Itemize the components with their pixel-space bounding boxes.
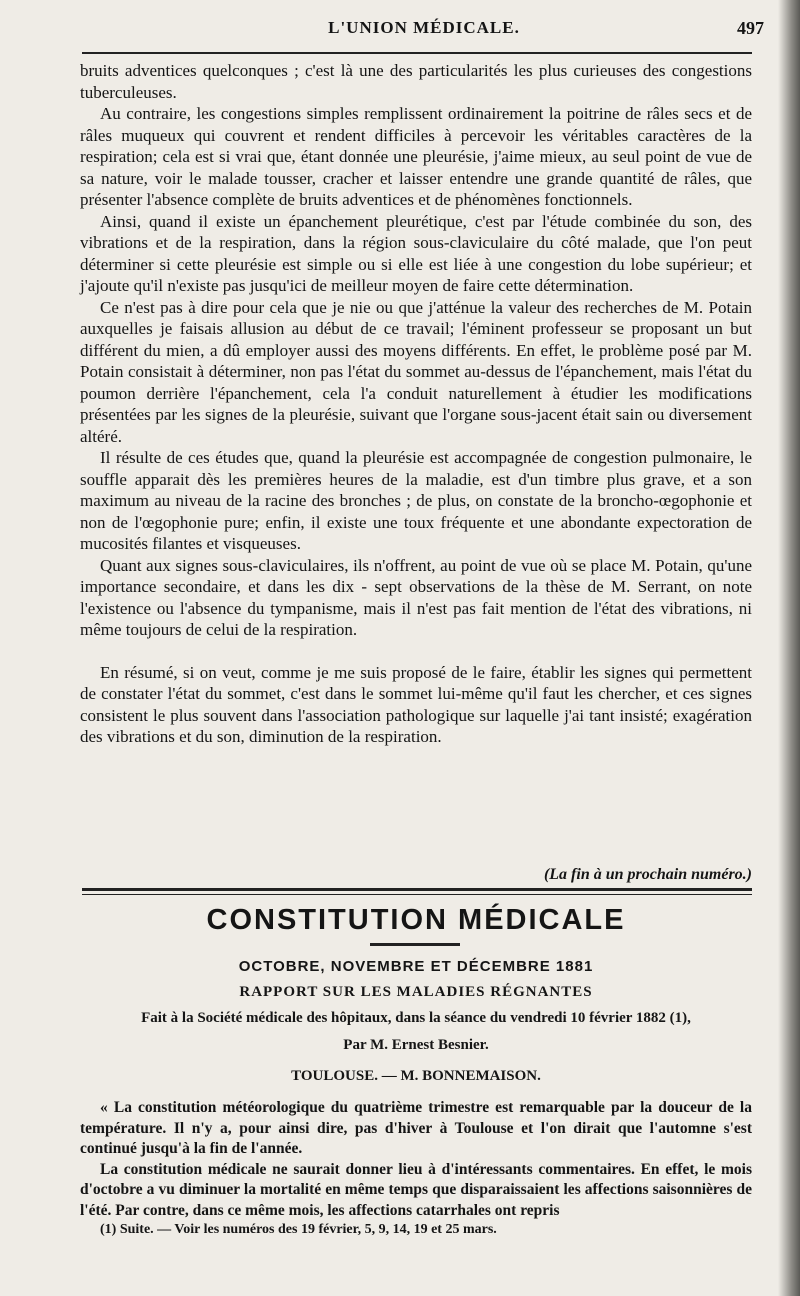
paragraph: Il résulte de ces études que, quand la pleurésie est accompagnée de congestion pulmonaire, le souffle apparait dès les premières heures de la maladie, est d'un timbre plus grave, et a son maximum au niveau de la racine des bronches ; de plus, on constate de la broncho-œgophonie et non de l'œgophonie pure; enfin, il existe une toux fréquente et une abondante expectoration de mucosités filantes et visqueuses. (80, 448, 752, 553)
paragraph: Quant aux signes sous-claviculaires, ils n'offrent, au point de vue où se place M. Potain, qu'une importance secondaire, et dans les dix - sept observations de la thèse de M. Serrant, on note l'existence ou l'absence du tympanisme, mais il n'est pas fait mention de l'état des vibrations, ni même toujours de celui de la respiration. (80, 555, 752, 639)
report-period: OCTOBRE, NOVEMBRE ET DÉCEMBRE 1881 (238, 958, 594, 975)
paragraph: Ainsi, quand il existe un épanchement pleurétique, c'est par l'étude combinée du son, des vibrations et de la respiration, dans la région sous-claviculaire du côté malade, que l'on peut déterminer si cette pleurésie est simple ou si elle est liée à une congestion du lobe supérieur; et j'ajoute qu'il n'existe pas jusqu'ici de meilleur moyen de faire cette détermination. (80, 211, 752, 295)
running-title: L'UNION MÉDICALE. (328, 18, 520, 37)
report-title: RAPPORT SUR LES MALADIES RÉGNANTES (239, 984, 593, 1000)
report-author: Par M. Ernest Besnier. (343, 1037, 489, 1053)
paragraph: La constitution médicale ne saurait donner lieu à d'intéressants commentaires. En effet, le mois d'octobre a vu diminuer la mortalité en même temps que disparaissaient les affections saisonnières de l'été. Par contre, dans ce même mois, les affections catarrhales ont repris (80, 1160, 752, 1219)
report-body (80, 1098, 752, 1221)
page-header (84, 18, 764, 48)
paragraph: Ce n'est pas à dire pour cela que je nie ou que j'atténue la valeur des recherches de M. Potain auxquelles je faisais allusion au début de ce travail; l'éminent professeur se proposant un but différent du mien, a dû employer aussi des moyens différents. En effet, le problème posé par M. Potain consistait à déterminer, non pas l'état du sommet au-dessus de l'épanchement, mais l'état du poumon derrière l'épanchement, cela l'a conduit naturellement à étudier les modifications présentées par les signes de la pleurésie, suivant que l'organe sous-jacent était sain ou diversement altéré. (80, 297, 752, 446)
city-heading: TOULOUSE. — M. BONNEMAISON. (291, 1068, 541, 1084)
paragraph: En résumé, si on veut, comme je me suis proposé de le faire, établir les signes qui permettent de constater l'état du sommet, c'est dans le sommet lui-même qu'il faut les chercher, et ces signes consistent le plus souvent dans l'association pathologique sur laquelle j'ai tant insisté; exagération des vibrations et du son, diminution de la respiration. (80, 662, 752, 746)
footnote: (1) Suite. — Voir les numéros des 19 février, 5, 9, 14, 19 et 25 mars. (100, 1222, 497, 1237)
section-title: CONSTITUTION MÉDICALE (206, 904, 626, 936)
header-rule (82, 52, 752, 54)
paragraph: « La constitution météorologique du quatrième trimestre est remarquable par la douceur de la température. Il n'y a, pour ainsi dire, pas d'hiver à Toulouse et l'on dirait que l'automne s'est continué jusqu'à la fin de l'année. (80, 1099, 752, 1157)
report-subtitle: Fait à la Société médicale des hôpitaux, dans la séance du vendredi 10 février 1882 (1), (141, 1010, 691, 1026)
section-rule-thick (82, 888, 752, 891)
section-rule-thin (82, 894, 752, 895)
article-body (80, 60, 752, 748)
paragraph: Au contraire, les congestions simples remplissent ordinairement la poitrine de râles secs et de râles muqueux qui couvrent et rendent difficiles à percevoir les véritables caractères de la respiration; cela est si vrai que, étant donnée une pleurésie, j'aime mieux, au seul point de vue de sa nature, voir le malade tousser, cracher et laisser entendre une grande quantité de râles, que présenter l'absence complète de bruits adventices et de phénomènes fonctionnels. (80, 104, 752, 209)
book-spine-shadow (778, 0, 800, 1296)
page-number: 497 (737, 18, 764, 38)
continuation-note: (La fin à un prochain numéro.) (543, 866, 752, 883)
paragraph: bruits adventices quelconques ; c'est là une des particularités les plus curieuses des congestions tuberculeuses. (80, 61, 752, 102)
title-underline (370, 943, 460, 946)
